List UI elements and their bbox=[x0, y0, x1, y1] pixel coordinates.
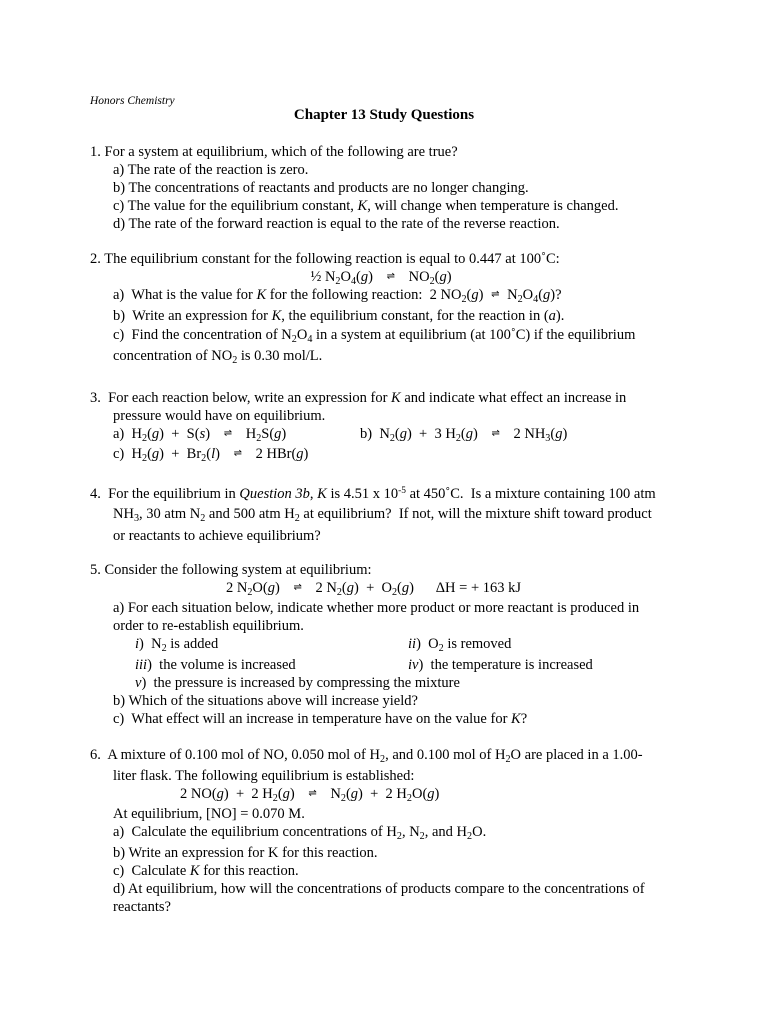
question-3 bbox=[90, 389, 680, 463]
q6-part-b: b) Write an expression for K for this reaction. bbox=[113, 845, 378, 861]
q5-part-a-line2: order to re-establish equilibrium. bbox=[113, 618, 304, 634]
q3-reaction-a: a) $H_2(g) + S(s)$ ⇌ $H_2S(g)$ bbox=[113, 426, 287, 444]
q5-part-b: b) Which of the situations above will increase yield? bbox=[113, 693, 418, 709]
q6-part-a: a) Calculate the equilibrium concentrations of $H_2$, $N_2$, and $H_2O$. bbox=[113, 824, 487, 842]
q2-part-c-line2: concentration of $NO_2$ is 0.30 mol/L. bbox=[113, 348, 323, 366]
question-2 bbox=[90, 250, 680, 365]
q6-line2: liter flask. The following equilibrium is established: bbox=[113, 768, 415, 784]
q5-part-a-line1: a) For each situation below, indicate whether more product or more reactant is produced in bbox=[113, 600, 640, 616]
q6-part-c: c) Calculate K for this reaction. bbox=[113, 863, 299, 879]
q5-stem: 5. Consider the following system at equilibrium: bbox=[90, 562, 372, 578]
q5-situations-row1 bbox=[90, 635, 680, 653]
q3-stem-line2: pressure would have on equilibrium. bbox=[113, 408, 326, 424]
question-6 bbox=[90, 746, 680, 916]
q5-situation-i: i) $N_2$ is added bbox=[135, 636, 219, 654]
q2-part-b: b) Write an expression for K, the equilibrium constant, for the reaction in (a). bbox=[113, 308, 565, 324]
q3-stem-line1: 3. For each reaction below, write an expression for K and indicate what effect an increase in bbox=[90, 390, 627, 406]
q3-reactions-row1 bbox=[90, 425, 680, 443]
q5-part-c: c) What effect will an increase in temperature have on the value for K? bbox=[113, 711, 528, 727]
question-1 bbox=[90, 143, 680, 233]
q3-reaction-c: c) $H_2(g) + Br_2(l)$ ⇌ 2 HBr(g) bbox=[113, 446, 309, 464]
q4-line3: or reactants to achieve equilibrium? bbox=[113, 528, 321, 544]
page-title: Chapter 13 Study Questions bbox=[293, 107, 475, 123]
q4-line2: $NH_3$, 30 atm $N_2$ and 500 atm $H_2$ at equilibrium? If not, will the mixture shift toward product bbox=[113, 506, 652, 524]
q5-situation-v: v) the pressure is increased by compressing the mixture bbox=[135, 675, 460, 691]
q4-line1: 4. For the equilibrium in Question 3b, K is 4.51 x $10^{-5}$ at 450˚C. Is a mixture containing 100 atm bbox=[90, 486, 656, 502]
q5-reaction: 2 $N_2O(g)$ ⇌ 2 $N_2(g) + O_2(g)$ ΔH = + 163 kJ bbox=[226, 580, 522, 598]
q1-option-d: d) The rate of the forward reaction is equal to the rate of the reverse reaction. bbox=[113, 216, 560, 232]
q6-part-d-line1: d) At equilibrium, how will the concentrations of products compare to the concentrations of bbox=[113, 881, 645, 897]
course-header: Honors Chemistry bbox=[90, 95, 175, 107]
q2-reaction: ½ $N_2O_4(g)$ ⇌ $NO_2(g)$ bbox=[310, 269, 452, 287]
q5-situation-iii: iii) the volume is increased bbox=[135, 657, 296, 673]
q2-stem: 2. The equilibrium constant for the following reaction is equal to 0.447 at 100˚C: bbox=[90, 251, 560, 267]
q1-option-b: b) The concentrations of reactants and products are no longer changing. bbox=[113, 180, 529, 196]
q2-part-c-line1: c) Find the concentration of $N_2O_4$ in a system at equilibrium (at 100˚C) if the equilibrium bbox=[113, 327, 636, 345]
question-4 bbox=[90, 485, 680, 545]
q6-reaction: 2 NO(g) + 2 $H_2(g)$ ⇌ $N_2(g) + 2$ $H_2O(g)$ bbox=[180, 786, 440, 804]
q1-stem: 1. For a system at equilibrium, which of the following are true? bbox=[90, 144, 458, 160]
q6-part-d-line2: reactants? bbox=[113, 899, 171, 915]
q2-part-a: a) What is the value for K for the following reaction: 2 $NO_2(g)$ ⇌ $N_2O_4(g)$? bbox=[113, 287, 562, 305]
q6-line1: 6. A mixture of 0.100 mol of NO, 0.050 mol of $H_2$, and 0.100 mol of $H_2O$ are placed in a 1.00- bbox=[90, 747, 643, 765]
q5-delta-h: ΔH = + 163 kJ bbox=[435, 580, 522, 596]
q1-option-a: a) The rate of the reaction is zero. bbox=[113, 162, 309, 178]
q3-reaction-b: b) $N_2(g) + 3$ $H_2(g)$ ⇌ 2 $NH_3(g)$ bbox=[360, 426, 568, 444]
q6-at-equilibrium: At equilibrium, [NO] = 0.070 M. bbox=[113, 806, 305, 822]
q5-situation-ii: ii) $O_2$ is removed bbox=[408, 636, 512, 654]
q5-situations-row2 bbox=[90, 656, 680, 674]
q5-situation-iv: iv) the temperature is increased bbox=[408, 657, 593, 673]
question-5 bbox=[90, 561, 680, 728]
q1-option-c: c) The value for the equilibrium constant, K, will change when temperature is changed. bbox=[113, 198, 619, 214]
